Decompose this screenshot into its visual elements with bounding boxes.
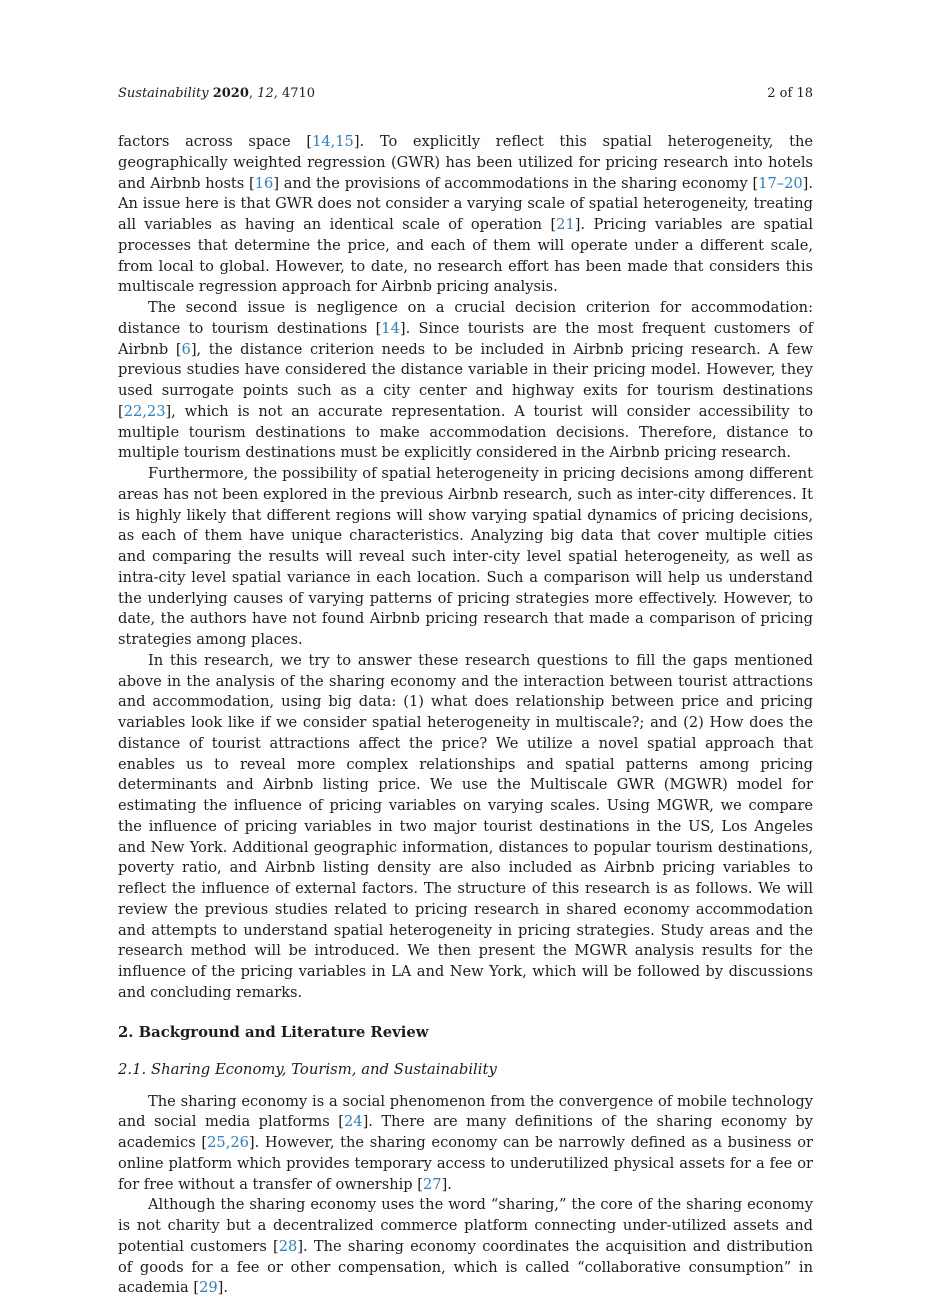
- page-number-label: 2 of 18: [767, 86, 813, 101]
- paragraph: The sharing economy is a social phenomenon from the convergence of mobile technology and social media platforms [24]. There are many definitions of the sharing economy by academics [25,26]. However, the sharing economy can be narrowly defined as a business or online platform which provides temporary access to underutilized physical assets for a fee or for free without a transfer of ownership [27].: [118, 1092, 814, 1193]
- paragraph: factors across space [14,15]. To explicitly reflect this spatial heterogeneity, the geographically weighted regression (GWR) has been utilized for pricing research into hotels and Airbnb hosts [16] and the provisions of accommodations in the sharing economy [17–20]. An issue here is that GWR does not consider a varying scale of spatial heterogeneity, treating all variables as having an identical scale of operation [21]. Pricing variables are spatial processes that determine the price, and each of them will operate under a different scale, from local to global. However, to date, no research effort has been made that considers this multiscale regression approach for Airbnb pricing analysis.: [118, 133, 813, 296]
- article-number: 4710: [281, 86, 316, 101]
- citation-link[interactable]: 17–20: [758, 174, 803, 192]
- citation-link[interactable]: 14: [381, 319, 400, 337]
- journal-citation: [118, 86, 315, 101]
- article-body: [118, 132, 813, 1299]
- citation-link[interactable]: 29: [199, 1279, 218, 1297]
- separator: ,: [273, 86, 282, 101]
- paragraph: The second issue is negligence on a crucial decision criterion for accommodation: distance to tourism destinations [14]. Since tourists are the most frequent customers of Airbnb [6], the distance criterion needs to be included in Airbnb pricing research. A few previous studies have considered the distance variable in their pricing model. However, they used surrogate points such as a city center and highway exits for tourism destinations [22,23], which is not an accurate representation. A tourist will consider accessibility to multiple tourism destinations to make accommodation decisions. Therefore, distance to multiple tourism destinations must be explicitly considered in the Airbnb pricing research.: [118, 299, 814, 462]
- running-head: [118, 86, 813, 101]
- citation-link[interactable]: 16: [254, 174, 274, 192]
- citation-link[interactable]: 27: [422, 1175, 442, 1193]
- paragraph: In this research, we try to answer these research questions to fill the gaps mentioned above in the analysis of the sharing economy and the interaction between tourist attractions and accommodation, using big data: (1) what does relationship between price and pricing variables look like if we consider spatial heterogeneity in multiscale?; and (2) How does the distance of tourist attractions affect the price? We utilize a novel spatial approach that enables us to reveal more complex relationships and spatial patterns among pricing determinants and Airbnb listing price. We use the Multiscale GWR (MGWR) model for estimating the influence of pricing variables on varying scales. Using MGWR, we compare the influence of pricing variables in two major tourist destinations in the US, Los Angeles and New York. Additional geographic information, distances to popular tourism destinations, poverty ratio, and Airbnb listing density are also included as Airbnb pricing variables to reflect the influence of external factors. The structure of this research is as follows. We will review the previous studies related to pricing research in shared economy accommodation and attempts to understand spatial heterogeneity in pricing strategies. Study areas and the research method will be introduced. We then present the MGWR analysis results for the influence of the pricing variables in LA and New York, which will be followed by discussions and concluding remarks.: [118, 651, 813, 1001]
- citation-link[interactable]: 24: [343, 1113, 363, 1131]
- citation-link[interactable]: 28: [278, 1237, 298, 1255]
- paragraph: Furthermore, the possibility of spatial heterogeneity in pricing decisions among different areas has not been explored in the previous Airbnb research, such as inter-city differences. It is highly likely that different regions will show varying spatial dynamics of pricing decisions, as each of them have unique characteristics. Analyzing big data that cover multiple cities and comparing the results will reveal such inter-city level spatial heterogeneity, as well as intra-city level spatial variance in each location. Such a comparison will help us understand the underlying causes of varying patterns of pricing strategies more effectively. However, to date, the authors have not found Airbnb pricing research that made a comparison of pricing strategies among places.: [118, 465, 813, 648]
- separator: ,: [248, 86, 258, 101]
- paragraph: Although the sharing economy uses the word “sharing,” the core of the sharing economy is not charity but a decentralized commerce platform connecting under-utilized assets and potential customers [28]. The sharing economy coordinates the acquisition and distribution of goods for a fee or other compensation, which is called “collaborative consumption” in academia [29].: [118, 1196, 813, 1297]
- citation-link[interactable]: 14,15: [312, 133, 354, 150]
- citation-link[interactable]: 6: [181, 340, 191, 358]
- publication-year: 2020: [212, 86, 249, 101]
- journal-name: Sustainability: [118, 86, 209, 101]
- citation-link[interactable]: 22,23: [123, 402, 166, 420]
- section-heading: 2. Background and Literature Review: [118, 1023, 429, 1041]
- citation-link[interactable]: 25,26: [207, 1134, 249, 1151]
- volume-number: 12: [257, 86, 274, 101]
- citation-link[interactable]: 21: [556, 216, 575, 233]
- page-content: [118, 86, 813, 1299]
- subsection-heading: 2.1. Sharing Economy, Tourism, and Sustainability: [118, 1060, 497, 1078]
